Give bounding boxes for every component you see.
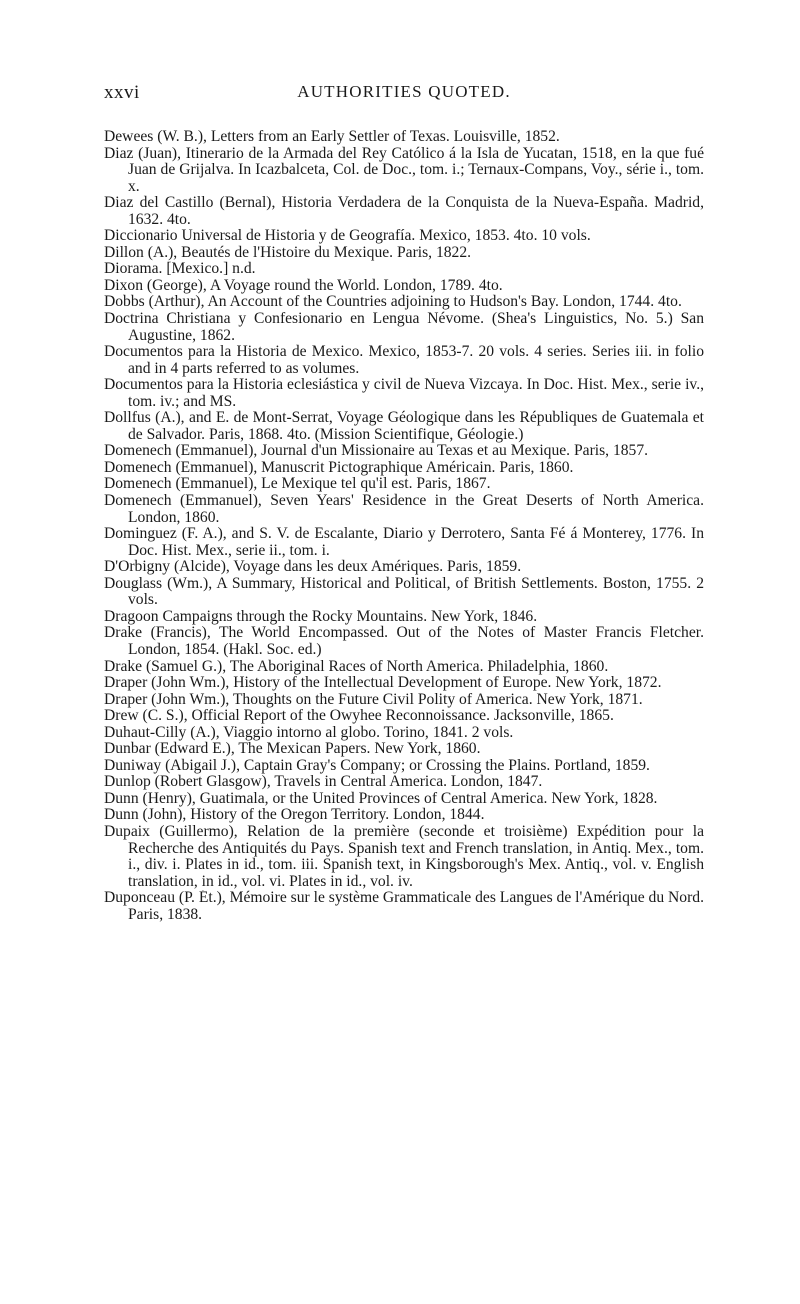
bibliography-entry: Doctrina Christiana y Confesionario en Lengua Névome. (Shea's Linguistics, No. 5.) San Augustine, 1862. [104, 311, 704, 344]
bibliography-entry: Drake (Francis), The World Encompassed. Out of the Notes of Master Francis Fletcher. London, 1854. (Hakl. Soc. ed.) [104, 625, 704, 658]
bibliography-entry: Diorama. [Mexico.] n.d. [104, 261, 256, 278]
bibliography-entry: Dollfus (A.), and E. de Mont-Serrat, Voyage Géologique dans les Républiques de Guatemala et de Salvador. Paris, 1868. 4to. (Mission Scientifique, Géologie.) [104, 410, 704, 443]
page-number: xxvi [104, 82, 140, 103]
bibliography-entry: Dupaix (Guillermo), Relation de la première (seconde et troisième) Expédition pour la Recherche des Antiquités du Pays. Spanish text and French translation, in Antiq. Mex., tom. i., div. i. Plates in id., tom. iii. Spanish text, in Kingsborough's Mex. Antiq., vol. v. English translation, in id., vol. vi. Plates in id., vol. iv. [104, 823, 704, 890]
bibliography-entry: Diaz del Castillo (Bernal), Historia Verdadera de la Conquista de la Nueva-España. Madrid, 1632. 4to. [104, 195, 704, 228]
bibliography-entry: Dunbar (Edward E.), The Mexican Papers. New York, 1860. [104, 741, 481, 758]
bibliography-entry: Dunn (John), History of the Oregon Territory. London, 1844. [104, 807, 485, 824]
running-head: AUTHORITIES QUOTED. [297, 82, 511, 101]
bibliography-entry: Duhaut-Cilly (A.), Viaggio intorno al globo. Torino, 1841. 2 vols. [104, 724, 514, 741]
bibliography-entry: Domenech (Emmanuel), Manuscrit Pictographique Américain. Paris, 1860. [104, 459, 574, 476]
bibliography-entry: Dixon (George), A Voyage round the World. London, 1789. 4to. [104, 277, 503, 294]
bibliography-list [104, 129, 704, 923]
bibliography-entry: Diccionario Universal de Historia y de Geografía. Mexico, 1853. 4to. 10 vols. [104, 228, 591, 245]
bibliography-entry: Draper (John Wm.), Thoughts on the Future Civil Polity of America. New York, 1871. [104, 691, 643, 708]
bibliography-entry: Domenech (Emmanuel), Le Mexique tel qu'il est. Paris, 1867. [104, 476, 491, 493]
bibliography-entry: Duponceau (P. Ét.), Mémoire sur le système Grammaticale des Langues de l'Amérique du Nord. Paris, 1838. [104, 890, 704, 923]
bibliography-entry: Diaz (Juan), Itinerario de la Armada del Rey Católico á la Isla de Yucatan, 1518, en la que fué Juan de Grijalva. In Icazbalceta, Col. de Doc., tom. i.; Ternaux-Compans, Voy., série i., tom. x. [104, 145, 704, 195]
bibliography-entry: Dunlop (Robert Glasgow), Travels in Central America. London, 1847. [104, 774, 543, 791]
bibliography-entry: Dewees (W. B.), Letters from an Early Settler of Texas. Louisville, 1852. [104, 129, 560, 145]
bibliography-entry: Domenech (Emmanuel), Journal d'un Missionaire au Texas et au Mexique. Paris, 1857. [104, 443, 649, 460]
bibliography-entry: Dominguez (F. A.), and S. V. de Escalante, Diario y Derrotero, Santa Fé á Monterey, 1776. In Doc. Hist. Mex., serie ii., tom. i. [104, 526, 704, 559]
bibliography-entry: D'Orbigny (Alcide), Voyage dans les deux Amériques. Paris, 1859. [104, 559, 522, 576]
bibliography-entry: Documentos para la Historia eclesiástica y civil de Nueva Vizcaya. In Doc. Hist. Mex., serie iv., tom. iv.; and MS. [104, 377, 704, 410]
bibliography-entry: Domenech (Emmanuel), Seven Years' Residence in the Great Deserts of North America. London, 1860. [104, 493, 704, 526]
bibliography-entry: Dobbs (Arthur), An Account of the Countries adjoining to Hudson's Bay. London, 1744. 4to. [104, 294, 682, 311]
page-header [104, 82, 704, 108]
bibliography-entry: Documentos para la Historia de Mexico. Mexico, 1853-7. 20 vols. 4 series. Series iii. in folio and in 4 parts referred to as volumes. [104, 344, 704, 377]
bibliography-entry: Draper (John Wm.), History of the Intellectual Development of Europe. New York, 1872. [104, 675, 662, 692]
bibliography-entry: Dragoon Campaigns through the Rocky Mountains. New York, 1846. [104, 608, 538, 625]
bibliography-entry: Dillon (A.), Beautés de l'Histoire du Mexique. Paris, 1822. [104, 244, 472, 261]
bibliography-entry: Duniway (Abigail J.), Captain Gray's Company; or Crossing the Plains. Portland, 1859. [104, 757, 650, 774]
bibliography-entry: Dunn (Henry), Guatimala, or the United Provinces of Central America. New York, 1828. [104, 790, 658, 807]
bibliography-entry: Drew (C. S.), Official Report of the Owyhee Reconnoissance. Jacksonville, 1865. [104, 708, 614, 725]
bibliography-entry: Drake (Samuel G.), The Aboriginal Races of North America. Philadelphia, 1860. [104, 658, 609, 675]
bibliography-entry: Douglass (Wm.), A Summary, Historical and Political, of British Settlements. Boston, 1755. 2 vols. [104, 575, 704, 609]
